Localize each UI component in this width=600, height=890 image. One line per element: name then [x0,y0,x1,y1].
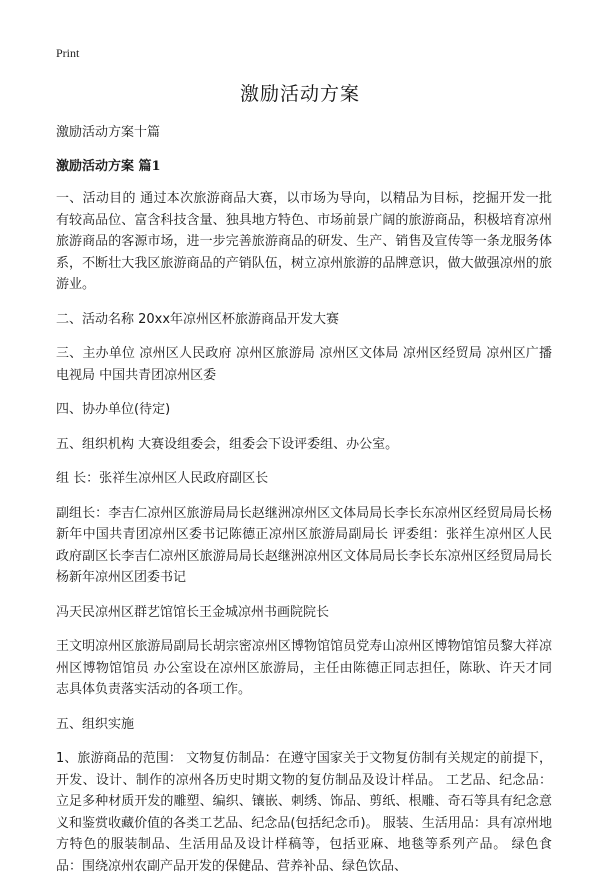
paragraph-product-scope: 1、旅游商品的范围： 文物复仿制品：在遵守国家关于文物复仿制有关规定的前提下，开发、设计、制作的凉州各历史时期文物的复仿制品及设计样品。 工艺品、纪念品：立足多种材质开发的雕塑、编织、镶嵌、刺绣、饰品、剪纸、根雕、奇石等具有纪念意义和鉴赏收藏价值的各类工艺品、纪念品(包括纪念币)。 服装、生活用品：具有凉州地方特色的服装制品、生活用品及设计样稿等，包括亚麻、地毯等系列产品。 绿色食品：围绕凉州农副产品开发的保健品、营养补品、绿色饮品、 [56,751,552,874]
document-title: 激励活动方案 [239,83,360,105]
paragraph-implementation-heading: 五、组织实施 [56,716,135,732]
paragraph-office: 王文明凉州区旅游局副局长胡宗密凉州区博物馆馆员党寿山凉州区博物馆馆员黎大祥凉州区博物馆馆员 办公室设在凉州区旅游局，主任由陈德正同志担任，陈耿、许天才同志具体负责落实活动的各项工作。 [56,639,552,697]
section-heading: 激励活动方案 篇1 [56,158,161,174]
paragraph-purpose: 一、活动目的 通过本次旅游商品大赛，以市场为导向，以精品为目标，挖掘开发一批有较高品位、富含科技含量、独具地方特色、市场前景广阔的旅游商品，积极培育凉州旅游商品的客源市场，进一步完善旅游商品的研发、生产、销售及宣传等一条龙服务体系，不断壮大我区旅游商品的产销队伍，树立凉州旅游的品牌意识，做大做强凉州的旅游业。 [56,191,552,292]
paragraph-deputy-leaders: 副组长：李吉仁凉州区旅游局局长赵继洲凉州区文体局局长李长东凉州区经贸局局长杨新年中国共青团凉州区委书记陈德正凉州区旅游局副局长 评委组：张祥生凉州区人民政府副区长李吉仁凉州区旅游局局长赵继洲凉州区文体局局长李长东凉州区经贸局局长杨新年凉州区团委书记 [56,505,552,585]
paragraph-organizers: 三、主办单位 凉州区人民政府 凉州区旅游局 凉州区文体局 凉州区经贸局 凉州区广播电视局 中国共青团凉州区委 [56,346,552,383]
paragraph-organization: 五、组织机构 大赛设组委会，组委会下设评委组、办公室。 [56,436,399,452]
paragraph-leader: 组 长：张祥生凉州区人民政府副区长 [56,471,269,486]
print-label: Print [56,46,80,60]
paragraph-co-organizers: 四、协办单位(待定) [56,402,171,417]
paragraph-name: 二、活动名称 20xx年凉州区杯旅游商品开发大赛 [56,311,340,327]
document-subtitle: 激励活动方案十篇 [56,125,161,140]
document-body [56,122,552,890]
paragraph-judges: 冯天民凉州区群艺馆馆长王金城凉州书画院院长 [56,604,330,620]
